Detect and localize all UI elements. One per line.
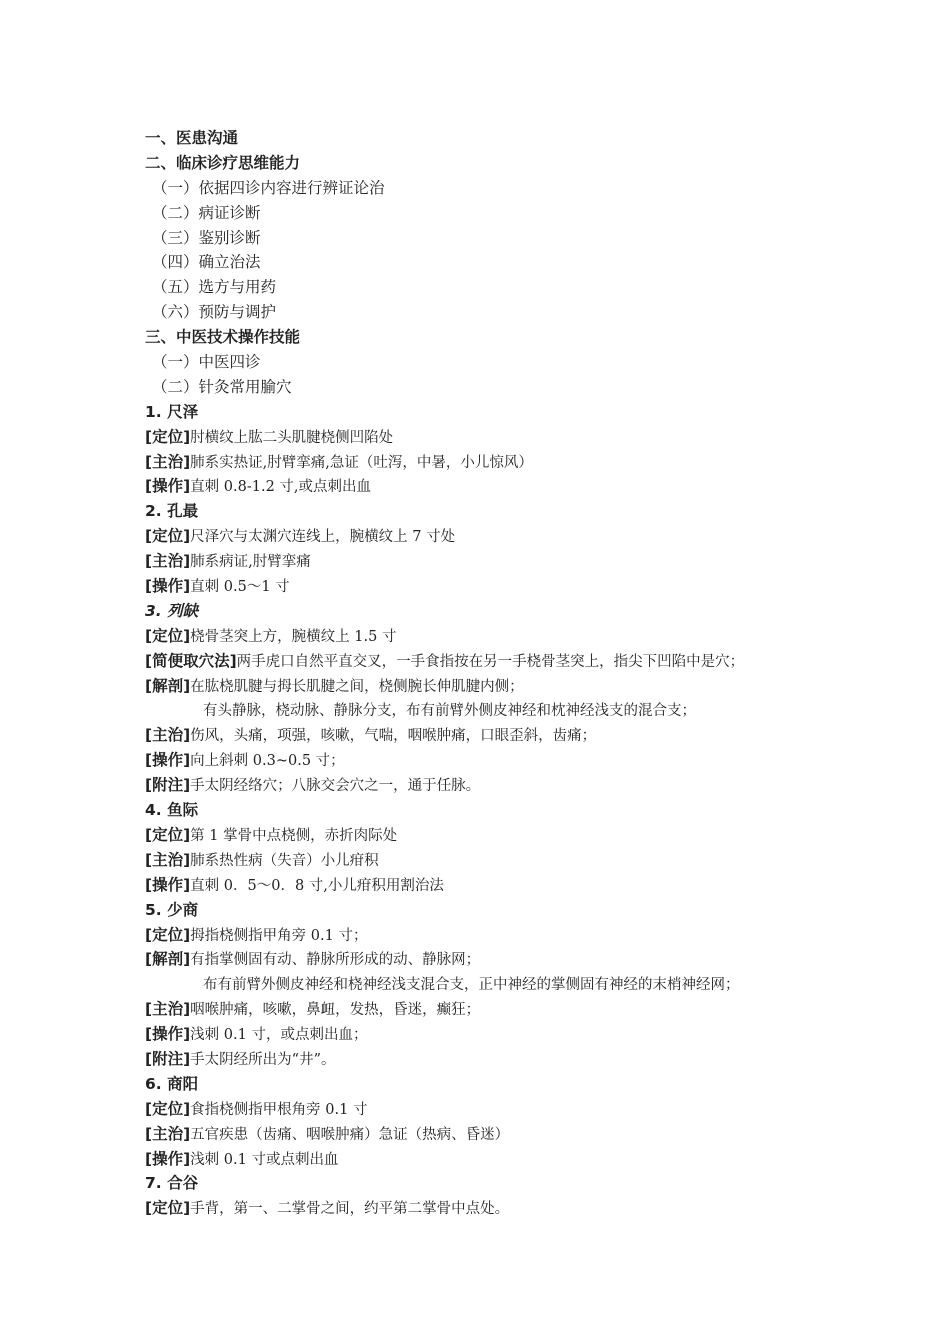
entry-row: [145, 624, 865, 649]
entry-text: 有头静脉，桡动脉、静脉分支，布有前臂外侧皮神经和枕神经浅支的混合支；: [203, 703, 696, 720]
entry-label: [操作]: [145, 577, 191, 596]
subsection-6: （六）预防与调护: [152, 303, 277, 322]
entry-row: [145, 549, 865, 574]
entry-row-continued: [145, 972, 865, 997]
entry-label: [定位]: [145, 1099, 191, 1118]
entry-text: 肺系病证,肘臂挛痛: [190, 554, 311, 571]
entry-row: [145, 1097, 865, 1122]
entry-row: [145, 674, 865, 699]
entry-text: 直刺 0.5～1 寸: [190, 579, 290, 596]
entry-row: [145, 574, 865, 599]
entry-row: [145, 1022, 865, 1047]
entry-row: [145, 1122, 865, 1147]
entry-label: [定位]: [145, 925, 191, 944]
point-title: 2. 孔最: [145, 502, 199, 521]
entry-text: 尺泽穴与太渊穴连线上，腕横纹上 7 寸处: [190, 529, 456, 546]
section-heading-1: 一、医患沟通: [145, 129, 239, 147]
entry-text: 拇指桡侧指甲角旁 0.1 寸；: [190, 927, 368, 944]
entry-row: [145, 450, 865, 475]
entry-label: [解剖]: [145, 676, 191, 695]
entry-label: [定位]: [145, 825, 191, 844]
subsection-2: （二）病证诊断: [152, 203, 261, 222]
entry-row: [145, 723, 865, 748]
entry-row: [145, 649, 865, 674]
entry-label: [解剖]: [145, 950, 191, 969]
entry-label: [主治]: [145, 452, 191, 471]
point-title: 7. 合谷: [145, 1174, 199, 1193]
entry-label: [操作]: [145, 875, 191, 894]
entry-label: [定位]: [145, 427, 191, 446]
entry-label: [定位]: [145, 1199, 191, 1218]
entry-label: [附注]: [145, 776, 191, 795]
entry-label: [定位]: [145, 527, 191, 546]
subsection-1: （一）依据四诊内容进行辨证论治: [152, 178, 385, 197]
entry-label: [主治]: [145, 1000, 191, 1019]
entry-text: 食指桡侧指甲根角旁 0.1 寸: [190, 1101, 368, 1118]
entry-text: 两手虎口自然平直交叉，一手食指按在另一手桡骨茎突上，指尖下凹陷中是穴；: [236, 653, 745, 670]
entry-text: 布有前臂外侧皮神经和桡神经浅支混合支，正中神经的掌侧固有神经的末梢神经网；: [203, 977, 740, 994]
entry-row: [145, 748, 865, 773]
entry-text: 向上斜刺 0.3~0.5 寸；: [190, 753, 345, 770]
entry-text: 在肱桡肌腱与拇长肌腱之间，桡侧腕长伸肌腱内侧；: [190, 678, 524, 695]
entry-label: [操作]: [145, 1025, 191, 1044]
entry-text: 浅刺 0.1 寸，或点刺出血；: [190, 1027, 368, 1044]
subsection-7: （一）中医四诊: [152, 353, 261, 372]
subsection-8: （二）针灸常用腧穴: [152, 377, 292, 396]
entry-row: [145, 524, 865, 549]
entry-row: [145, 823, 865, 848]
entry-text: 咽喉肿痛，咳嗽，鼻衄，发热，昏迷，癫狂；: [190, 1002, 481, 1019]
entry-text: 肘横纹上肱二头肌腱桡侧凹陷处: [190, 429, 394, 446]
subsection-4: （四）确立治法: [152, 253, 261, 272]
entry-row: [145, 1147, 865, 1172]
entry-text: 肺系实热证,肘臂挛痛,急证（吐泻，中暑，小儿惊风）: [190, 454, 533, 471]
entry-label: [操作]: [145, 477, 191, 496]
document-page: [145, 126, 865, 1221]
entry-label: [简便取穴法]: [145, 651, 237, 670]
entry-row: [145, 474, 865, 499]
entry-text: 伤风，头痛，项强，咳嗽，气喘，咽喉肿痛，口眼歪斜，齿痛；: [190, 728, 597, 745]
entry-row: [145, 848, 865, 873]
entry-row: [145, 947, 865, 972]
entry-row: [145, 425, 865, 450]
entry-text: 直刺 0.8-1.2 寸,或点刺出血: [190, 479, 372, 496]
point-title: 5. 少商: [145, 900, 199, 919]
entry-row: [145, 1196, 865, 1221]
entry-label: [主治]: [145, 552, 191, 571]
subsection-3: （三）鉴别诊断: [152, 228, 261, 247]
entry-text: 直刺 0．5～0．8 寸,小儿疳积用割治法: [190, 877, 444, 894]
entry-text: 五官疾患（齿痛、咽喉肿痛）急证（热病、昏迷）: [190, 1126, 510, 1143]
point-title: 4. 鱼际: [145, 801, 199, 820]
subsection-5: （五）选方与用药: [152, 278, 277, 297]
entry-row: [145, 923, 865, 948]
section-heading-3: 三、中医技术操作技能: [145, 328, 301, 347]
point-title: 6. 商阳: [145, 1074, 199, 1093]
entry-row: [145, 873, 865, 898]
entry-text: 浅刺 0.1 寸或点刺出血: [190, 1151, 339, 1168]
entry-text: 桡骨茎突上方，腕横纹上 1.5 寸: [190, 628, 397, 645]
entry-row: [145, 997, 865, 1022]
entry-label: [操作]: [145, 1149, 191, 1168]
entry-text: 有指掌侧固有动、静脉所形成的动、静脉网；: [190, 952, 481, 969]
entry-label: [主治]: [145, 726, 191, 745]
entry-text: 手太阴经所出为“井”。: [190, 1051, 336, 1068]
entry-text: 第 1 掌骨中点桡侧，赤折肉际处: [190, 827, 398, 844]
entry-label: [主治]: [145, 1124, 191, 1143]
entry-row-continued: [145, 698, 865, 723]
entry-text: 手背，第一、二掌骨之间，约平第二掌骨中点处。: [190, 1201, 510, 1218]
entry-text: 手太阴经络穴；八脉交会穴之一，通于任脉。: [190, 778, 481, 795]
entry-row: [145, 1047, 865, 1072]
entry-row: [145, 773, 865, 798]
entry-label: [主治]: [145, 850, 191, 869]
entry-text: 肺系热性病（失音）小儿疳积: [190, 852, 379, 869]
entry-label: [操作]: [145, 751, 191, 770]
entry-label: [定位]: [145, 626, 191, 645]
section-heading-2: 二、临床诊疗思维能力: [145, 153, 301, 172]
point-title: 3. 列缺: [145, 601, 199, 620]
point-title: 1. 尺泽: [145, 402, 199, 421]
entry-label: [附注]: [145, 1049, 191, 1068]
